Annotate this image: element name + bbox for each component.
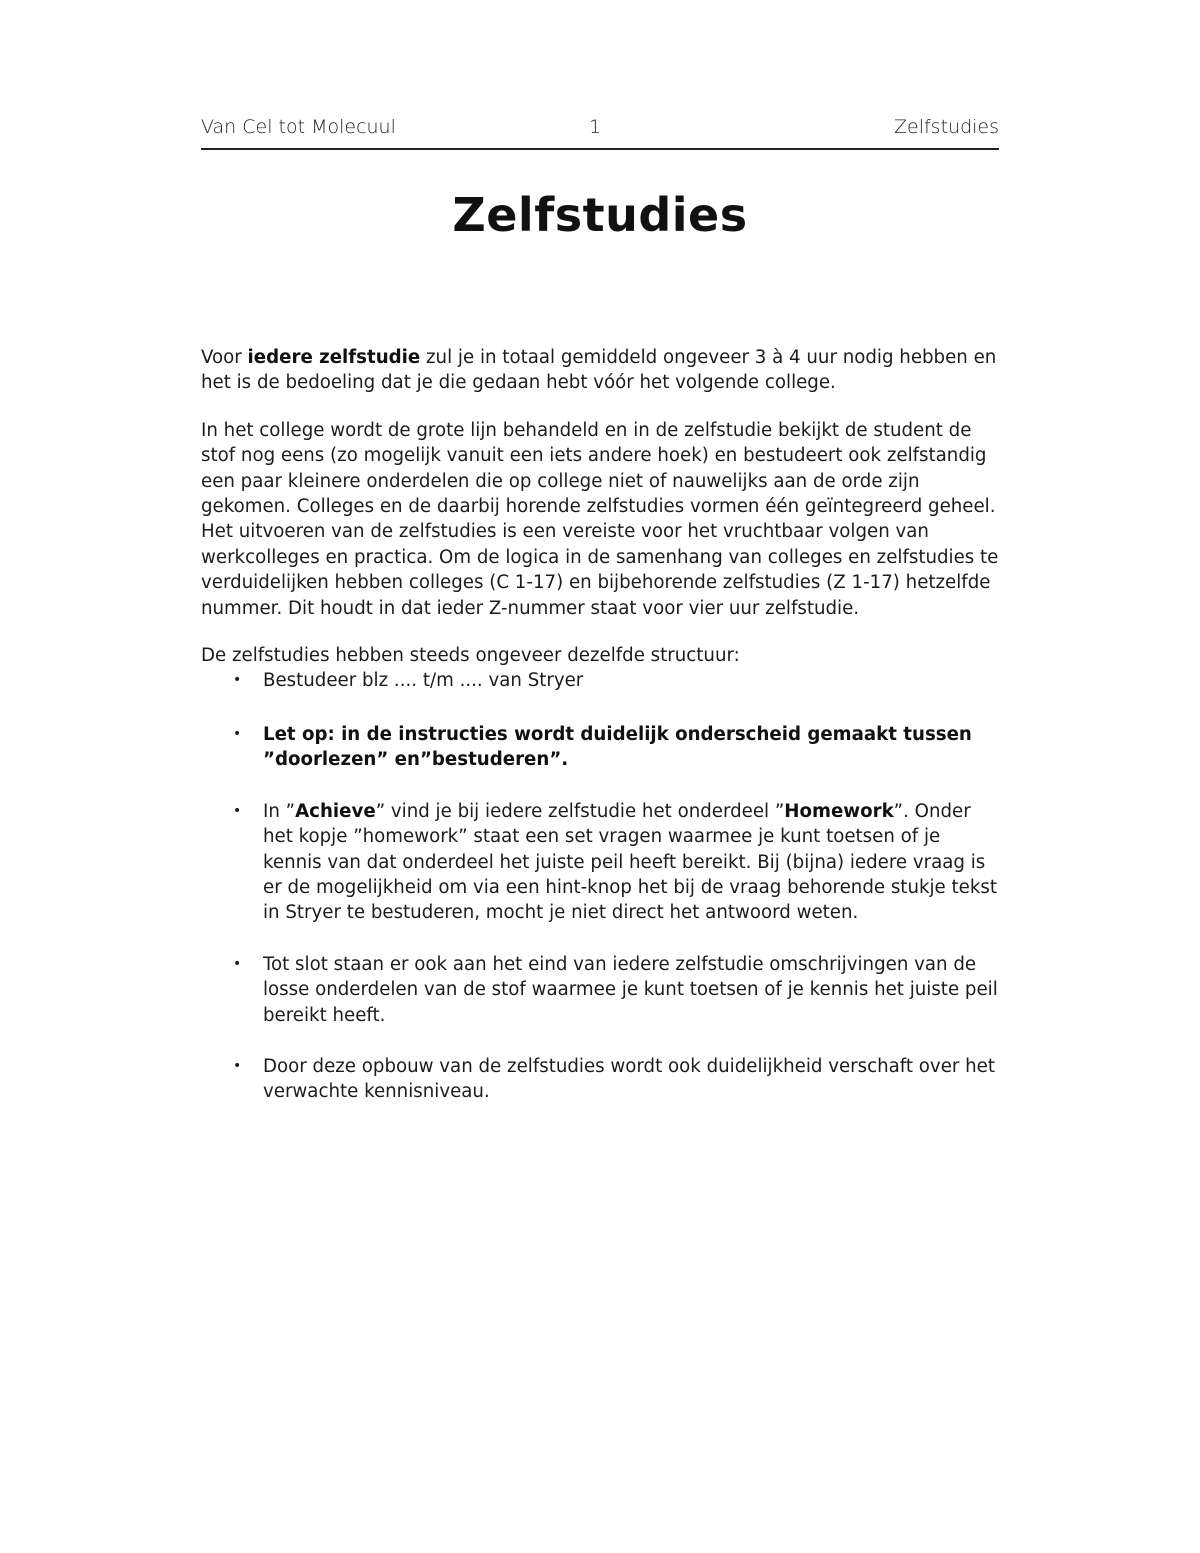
page-title: Zelfstudies: [452, 188, 748, 242]
list-item-text: Let op: in de instructies wordt duidelijk onderscheid gemaakt tussen ”doorlezen” en”bestuderen”.: [263, 723, 972, 771]
homework-label: Homework: [784, 800, 894, 822]
paragraph-intro-pre: Voor: [201, 347, 248, 368]
header-divider: [201, 148, 999, 150]
structure-intro: De zelfstudies hebben steeds ongeveer dezelfde structuur:: [201, 645, 740, 667]
list-item-text-part: ” vind je bij iedere zelfstudie het onderdeel ”: [375, 800, 785, 822]
structure-list: [201, 668, 999, 1104]
list-item: [201, 799, 999, 926]
paragraph-intro-post: zul je in totaal gemiddeld ongeveer 3 à 4 uur nodig hebben en het is de bedoeling dat je die gedaan hebt vóór het volgende college.: [201, 347, 997, 394]
bullet-icon: •: [233, 725, 242, 742]
list-item: [201, 722, 999, 773]
list-item: [201, 668, 999, 693]
list-item-text-part: ”. Onder het kopje ”homework” staat een set vragen waarmee je kunt toetsen of je kennis van dat onderdeel het juiste peil heeft bereikt. Bij (bijna) iedere vraag is er de mogelijkheid om via een hint-knop het bij de vraag behorende stukje tekst in Stryer te bestuderen, mocht je niet direct het antwoord weten.: [263, 800, 997, 924]
achieve-label: Achieve: [295, 800, 376, 822]
running-header: [201, 116, 999, 144]
list-item-text: Tot slot staan er ook aan het eind van iedere zelfstudie omschrijvingen van de losse onderdelen van de stof waarmee je kunt toetsen of je kennis het juiste peil bereikt heeft.: [263, 953, 998, 1026]
paragraph-intro-bold: iedere zelfstudie: [247, 347, 421, 368]
paragraph-college: In het college wordt de grote lijn behandeld en in de zelfstudie bekijkt de student de stof nog eens (zo mogelijk vanuit een iets andere hoek) en bestudeert ook zelfstandig een paar kleinere onderdelen die op college niet of nauwelijks aan de orde zijn gekomen. Colleges en de daarbij horende zelfstudies vormen één geïntegreerd geheel. Het uitvoeren van de zelfstudies is een vereiste voor het vruchtbaar volgen van werkcolleges en practica. Om de logica in de samenhang van colleges en zelfstudies te verduidelijken hebben colleges (C 1-17) en bijbehorende zelfstudies (Z 1-17) hetzelfde nummer. Dit houdt in dat ieder Z-nummer staat voor vier uur zelfstudie.: [201, 419, 999, 619]
body-text: [201, 345, 999, 1131]
list-item: [201, 1054, 999, 1105]
header-course-title: Van Cel tot Molecuul: [201, 116, 396, 138]
bullet-icon: •: [233, 1057, 242, 1074]
header-page-number: 1: [589, 116, 602, 138]
paragraph-intro: [201, 345, 999, 396]
list-item-text-part: In ”: [263, 800, 296, 822]
header-section-title: Zelfstudies: [894, 116, 999, 138]
list-item: [201, 952, 999, 1028]
list-item-text: Bestudeer blz .... t/m .... van Stryer: [263, 670, 584, 692]
bullet-icon: •: [233, 672, 242, 689]
list-item-text: [263, 801, 997, 924]
list-item-text: Door deze opbouw van de zelfstudies wordt ook duidelijkheid verschaft over het verwachte kennisniveau.: [263, 1055, 995, 1103]
document-page: [201, 0, 999, 1553]
bullet-icon: •: [233, 802, 242, 819]
bullet-icon: •: [233, 955, 242, 972]
